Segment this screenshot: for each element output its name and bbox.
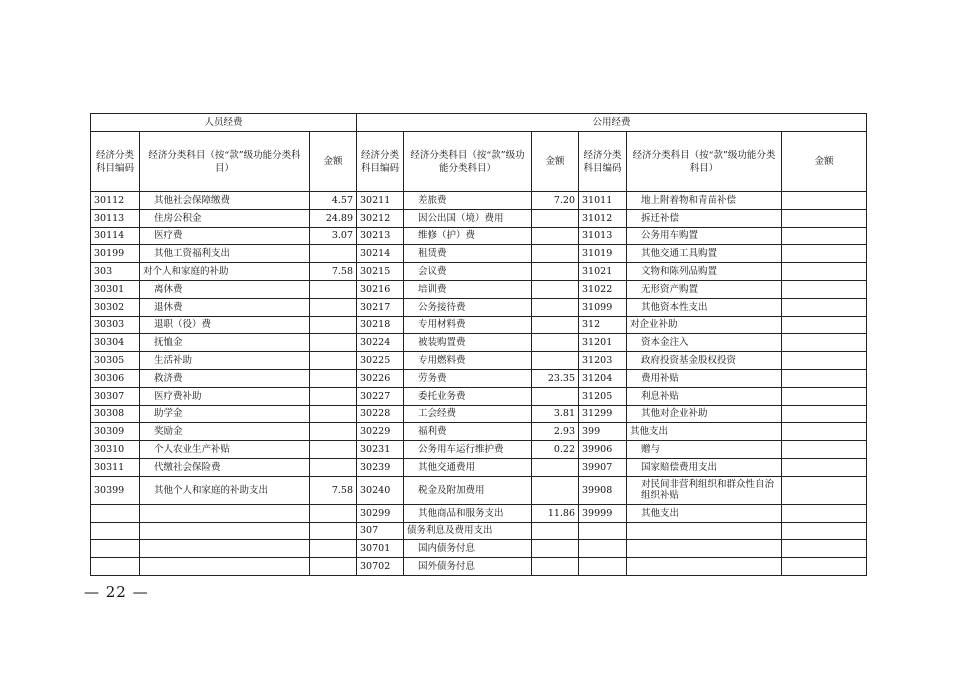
cell-g-name: 公务接待费	[404, 298, 532, 316]
cell-p-name: 代缴社会保险费	[140, 458, 310, 476]
column-header-row	[91, 132, 867, 192]
cell-p-code: 30304	[91, 334, 140, 352]
cell-p-code: 30114	[91, 227, 140, 245]
cell-g-amt	[532, 263, 579, 281]
personnel-group-header: 人员经费	[91, 114, 357, 132]
cell-c-amt	[782, 369, 867, 387]
cell-c-code: 312	[579, 316, 627, 334]
cell-g-amt	[532, 227, 579, 245]
cell-p-code: 30306	[91, 369, 140, 387]
table-body	[91, 192, 867, 576]
public-group-header: 公用经费	[357, 114, 867, 132]
cell-g-amt: 0.22	[532, 441, 579, 459]
cell-p-code	[91, 504, 140, 522]
cell-c-name: 资本金注入	[627, 334, 782, 352]
cell-g-name: 委托业务费	[404, 387, 532, 405]
cell-p-name: 救济费	[140, 369, 310, 387]
cell-p-name	[140, 522, 310, 540]
cell-c-amt	[782, 209, 867, 227]
table-row	[91, 405, 867, 423]
cell-c-code: 31022	[579, 280, 627, 298]
cell-p-amt	[310, 441, 357, 459]
cell-p-amt: 24.89	[310, 209, 357, 227]
cell-p-amt	[310, 387, 357, 405]
cell-p-amt	[310, 298, 357, 316]
cell-g-name: 因公出国（境）费用	[404, 209, 532, 227]
cell-c-name: 文物和陈列品购置	[627, 263, 782, 281]
cell-p-name	[140, 540, 310, 558]
cell-g-amt	[532, 245, 579, 263]
cell-g-code: 307	[357, 522, 404, 540]
cell-g-amt	[532, 476, 579, 504]
cell-g-code: 30217	[357, 298, 404, 316]
cell-p-code: 30199	[91, 245, 140, 263]
cell-g-code: 30215	[357, 263, 404, 281]
cell-c-code: 31013	[579, 227, 627, 245]
cell-c-code	[579, 558, 627, 576]
cell-p-code: 30307	[91, 387, 140, 405]
cell-c-amt	[782, 405, 867, 423]
cell-p-amt	[310, 504, 357, 522]
cell-g-name: 国外债务付息	[404, 558, 532, 576]
cell-g-amt	[532, 540, 579, 558]
cell-g-name: 其他商品和服务支出	[404, 504, 532, 522]
col-header-name: 经济分类科目（按“款”级功能分类科目）	[140, 132, 310, 192]
cell-c-amt	[782, 227, 867, 245]
cell-c-name: 地上附着物和青苗补偿	[627, 192, 782, 210]
cell-c-code: 31204	[579, 369, 627, 387]
cell-g-amt	[532, 352, 579, 370]
cell-g-amt	[532, 316, 579, 334]
table-row	[91, 458, 867, 476]
cell-p-name	[140, 504, 310, 522]
cell-g-name: 专用材料费	[404, 316, 532, 334]
table-row	[91, 369, 867, 387]
cell-g-name: 专用燃料费	[404, 352, 532, 370]
cell-g-code: 30218	[357, 316, 404, 334]
table-row	[91, 352, 867, 370]
cell-c-amt	[782, 280, 867, 298]
cell-c-name	[627, 522, 782, 540]
cell-g-code: 30229	[357, 423, 404, 441]
cell-c-name: 费用补贴	[627, 369, 782, 387]
cell-g-name: 租赁费	[404, 245, 532, 263]
cell-p-name: 其他社会保障缴费	[140, 192, 310, 210]
table-row	[91, 334, 867, 352]
cell-p-code	[91, 540, 140, 558]
cell-g-name: 被装购置费	[404, 334, 532, 352]
table-row	[91, 522, 867, 540]
cell-p-amt: 7.58	[310, 476, 357, 504]
cell-c-code: 31201	[579, 334, 627, 352]
cell-p-amt	[310, 522, 357, 540]
col-header-amount: 金额	[532, 132, 579, 192]
cell-c-code: 31019	[579, 245, 627, 263]
cell-c-code: 399	[579, 423, 627, 441]
cell-c-code: 39906	[579, 441, 627, 459]
cell-c-name: 其他支出	[627, 504, 782, 522]
cell-g-name: 劳务费	[404, 369, 532, 387]
cell-g-code: 30211	[357, 192, 404, 210]
cell-g-amt	[532, 522, 579, 540]
cell-p-name: 个人农业生产补贴	[140, 441, 310, 459]
cell-g-name: 培训费	[404, 280, 532, 298]
page-number: — 22 —	[84, 583, 149, 601]
table-row	[91, 540, 867, 558]
cell-p-code: 30113	[91, 209, 140, 227]
cell-p-amt	[310, 369, 357, 387]
cell-c-name	[627, 558, 782, 576]
cell-g-code: 30214	[357, 245, 404, 263]
cell-g-amt	[532, 334, 579, 352]
cell-c-name: 无形资产购置	[627, 280, 782, 298]
cell-p-amt	[310, 352, 357, 370]
cell-p-name: 医疗费	[140, 227, 310, 245]
col-header-code: 经济分类科目编码	[91, 132, 140, 192]
cell-c-amt	[782, 504, 867, 522]
cell-g-code: 30299	[357, 504, 404, 522]
cell-g-name: 福利费	[404, 423, 532, 441]
table-row	[91, 280, 867, 298]
cell-p-amt	[310, 245, 357, 263]
cell-p-name: 其他工资福利支出	[140, 245, 310, 263]
cell-p-amt	[310, 316, 357, 334]
cell-g-code: 30226	[357, 369, 404, 387]
cell-g-amt: 11.86	[532, 504, 579, 522]
cell-p-name: 生活补助	[140, 352, 310, 370]
cell-c-name: 国家赔偿费用支出	[627, 458, 782, 476]
cell-c-amt	[782, 476, 867, 504]
table-row	[91, 263, 867, 281]
cell-g-name: 公务用车运行维护费	[404, 441, 532, 459]
cell-p-amt	[310, 280, 357, 298]
cell-g-amt: 7.20	[532, 192, 579, 210]
cell-c-code	[579, 540, 627, 558]
cell-p-code: 30310	[91, 441, 140, 459]
table-row	[91, 476, 867, 504]
cell-p-amt: 7.58	[310, 263, 357, 281]
cell-p-name: 其他个人和家庭的补助支出	[140, 476, 310, 504]
cell-p-code	[91, 522, 140, 540]
cell-p-amt: 3.07	[310, 227, 357, 245]
cell-c-name: 公务用车购置	[627, 227, 782, 245]
cell-g-name: 税金及附加费用	[404, 476, 532, 504]
col-header-code: 经济分类科目编码	[579, 132, 627, 192]
cell-p-name: 离休费	[140, 280, 310, 298]
cell-g-amt	[532, 558, 579, 576]
table-row	[91, 504, 867, 522]
cell-p-amt	[310, 540, 357, 558]
col-header-amount: 金额	[782, 132, 867, 192]
cell-p-code: 30303	[91, 316, 140, 334]
cell-c-name: 对企业补助	[627, 316, 782, 334]
cell-g-code: 30213	[357, 227, 404, 245]
cell-p-code: 30308	[91, 405, 140, 423]
cell-c-code: 31099	[579, 298, 627, 316]
cell-p-code: 303	[91, 263, 140, 281]
cell-g-amt	[532, 298, 579, 316]
cell-p-name: 对个人和家庭的补助	[140, 263, 310, 281]
cell-g-amt	[532, 209, 579, 227]
cell-c-name: 政府投资基金股权投资	[627, 352, 782, 370]
cell-c-amt	[782, 334, 867, 352]
cell-c-amt	[782, 423, 867, 441]
cell-p-name	[140, 558, 310, 576]
cell-g-code: 30212	[357, 209, 404, 227]
cell-g-name: 工会经费	[404, 405, 532, 423]
cell-g-amt: 3.81	[532, 405, 579, 423]
cell-c-amt	[782, 558, 867, 576]
table-row	[91, 316, 867, 334]
col-header-amount: 金额	[310, 132, 357, 192]
cell-c-code: 39999	[579, 504, 627, 522]
cell-c-amt	[782, 540, 867, 558]
cell-c-amt	[782, 263, 867, 281]
cell-c-name: 赠与	[627, 441, 782, 459]
cell-g-code: 30228	[357, 405, 404, 423]
cell-g-amt	[532, 280, 579, 298]
cell-c-amt	[782, 522, 867, 540]
cell-g-code: 30239	[357, 458, 404, 476]
cell-p-name: 助学金	[140, 405, 310, 423]
cell-p-name: 退职（役）费	[140, 316, 310, 334]
cell-g-name: 国内债务付息	[404, 540, 532, 558]
table-row	[91, 227, 867, 245]
cell-c-code: 39908	[579, 476, 627, 504]
expense-table	[90, 113, 867, 576]
table-row	[91, 558, 867, 576]
table-row	[91, 387, 867, 405]
cell-g-code: 30224	[357, 334, 404, 352]
cell-g-code: 30240	[357, 476, 404, 504]
cell-p-amt	[310, 558, 357, 576]
cell-c-code: 31203	[579, 352, 627, 370]
cell-g-amt	[532, 387, 579, 405]
cell-c-name	[627, 540, 782, 558]
cell-g-name: 会议费	[404, 263, 532, 281]
cell-g-name: 维修（护）费	[404, 227, 532, 245]
cell-g-amt: 2.93	[532, 423, 579, 441]
cell-g-code: 30227	[357, 387, 404, 405]
col-header-code: 经济分类科目编码	[357, 132, 404, 192]
cell-p-amt	[310, 405, 357, 423]
cell-c-name: 利息补贴	[627, 387, 782, 405]
group-header-row	[91, 114, 867, 132]
cell-p-name: 医疗费补助	[140, 387, 310, 405]
cell-c-code: 31021	[579, 263, 627, 281]
cell-p-name: 住房公积金	[140, 209, 310, 227]
cell-c-amt	[782, 352, 867, 370]
cell-c-code: 31205	[579, 387, 627, 405]
cell-c-name: 拆迁补偿	[627, 209, 782, 227]
cell-p-code: 30309	[91, 423, 140, 441]
cell-c-code: 39907	[579, 458, 627, 476]
cell-p-code: 30399	[91, 476, 140, 504]
table-row	[91, 423, 867, 441]
cell-c-code: 31012	[579, 209, 627, 227]
cell-g-name: 其他交通费用	[404, 458, 532, 476]
col-header-name: 经济分类科目（按“款”级功能分类科目）	[404, 132, 532, 192]
table-row	[91, 298, 867, 316]
cell-p-amt: 4.57	[310, 192, 357, 210]
cell-g-amt	[532, 458, 579, 476]
table-row	[91, 441, 867, 459]
cell-g-code: 30225	[357, 352, 404, 370]
cell-c-name: 对民间非营利组织和群众性自治组织补贴	[627, 476, 782, 504]
cell-c-name: 其他支出	[627, 423, 782, 441]
cell-p-code: 30302	[91, 298, 140, 316]
cell-p-name: 抚恤金	[140, 334, 310, 352]
cell-p-code: 30112	[91, 192, 140, 210]
cell-p-amt	[310, 458, 357, 476]
cell-g-name: 债务利息及费用支出	[404, 522, 532, 540]
cell-g-code: 30701	[357, 540, 404, 558]
cell-p-name: 奖励金	[140, 423, 310, 441]
cell-g-code: 30216	[357, 280, 404, 298]
table-row	[91, 192, 867, 210]
cell-c-amt	[782, 245, 867, 263]
cell-p-code: 30311	[91, 458, 140, 476]
cell-c-name: 其他对企业补助	[627, 405, 782, 423]
cell-c-code: 31011	[579, 192, 627, 210]
cell-g-amt: 23.35	[532, 369, 579, 387]
cell-c-code	[579, 522, 627, 540]
cell-c-amt	[782, 192, 867, 210]
cell-p-amt	[310, 334, 357, 352]
cell-c-code: 31299	[579, 405, 627, 423]
table-row	[91, 209, 867, 227]
cell-g-code: 30702	[357, 558, 404, 576]
table-row	[91, 245, 867, 263]
cell-c-amt	[782, 387, 867, 405]
expense-classification-sheet	[90, 113, 866, 576]
cell-g-code: 30231	[357, 441, 404, 459]
cell-p-code	[91, 558, 140, 576]
cell-c-amt	[782, 441, 867, 459]
cell-p-amt	[310, 423, 357, 441]
cell-g-name: 差旅费	[404, 192, 532, 210]
cell-c-amt	[782, 458, 867, 476]
cell-c-name: 其他交通工具购置	[627, 245, 782, 263]
cell-p-name: 退休费	[140, 298, 310, 316]
col-header-name: 经济分类科目（按“款”级功能分类科目）	[627, 132, 782, 192]
cell-c-name: 其他资本性支出	[627, 298, 782, 316]
cell-p-code: 30305	[91, 352, 140, 370]
cell-p-code: 30301	[91, 280, 140, 298]
cell-c-amt	[782, 316, 867, 334]
cell-c-amt	[782, 298, 867, 316]
